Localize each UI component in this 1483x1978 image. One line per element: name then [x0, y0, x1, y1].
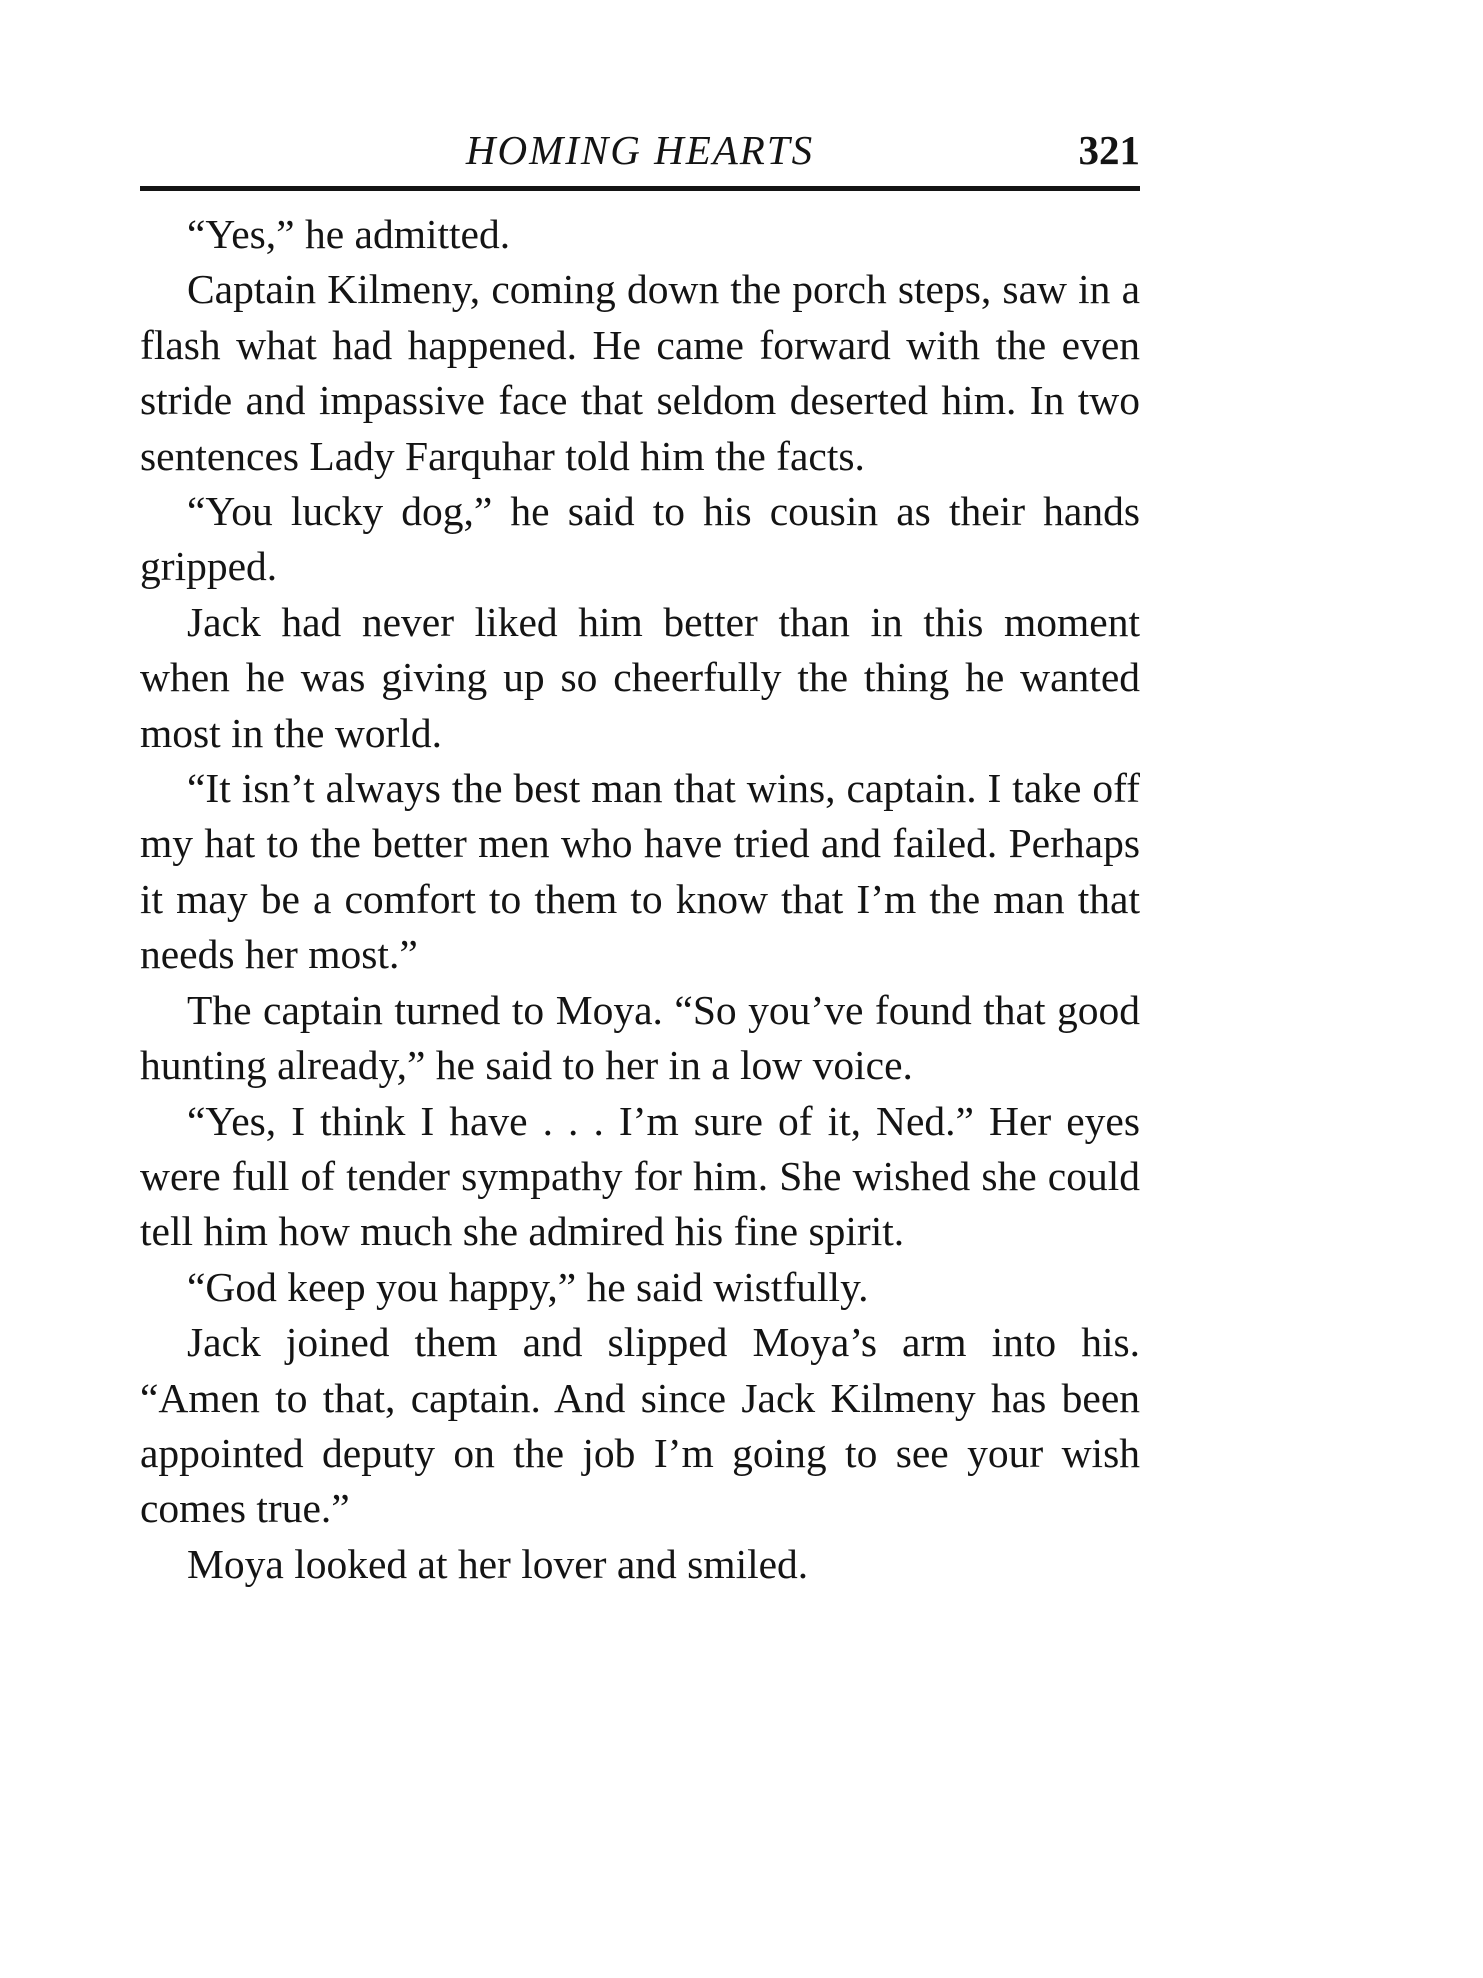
running-header — [140, 120, 1140, 180]
paragraph: “Yes, I think I have . . . I’m sure of it, Ned.” Her eyes were full of tender sympathy for him. She wished she could tell him how much she admired his fine spirit. — [140, 1097, 1140, 1255]
paragraph: The captain turned to Moya. “So you’ve found that good hunting already,” he said to her in a low voice. — [140, 986, 1140, 1089]
body-text — [140, 207, 1140, 1592]
running-title: HOMING HEARTS — [465, 127, 815, 173]
page-number: 321 — [1078, 127, 1140, 173]
paragraph: “You lucky dog,” he said to his cousin as their hands gripped. — [140, 488, 1140, 590]
header-rule — [140, 186, 1140, 191]
paragraph: “God keep you happy,” he said wistfully. — [187, 1263, 869, 1310]
paragraph: Jack had never liked him better than in this moment when he was giving up so cheerfully the thing he wanted most in the world. — [140, 598, 1140, 756]
paragraph: “Yes,” he admitted. — [187, 211, 511, 257]
paragraph: “It isn’t always the best man that wins, captain. I take off my hat to the better men who have tried and failed. Perhaps it may be a comfort to them to know that I’m the man that needs her most.” — [140, 765, 1140, 978]
paragraph: Jack joined them and slipped Moya’s arm into his. “Amen to that, captain. And since Jack Kilmeny has been appointed deputy on the job I’m going to see your wish comes true.” — [140, 1319, 1140, 1532]
paragraph: Moya looked at her lover and smiled. — [187, 1540, 809, 1587]
paragraph: Captain Kilmeny, coming down the porch steps, saw in a flash what had happened. He came forward with the even stride and impassive face that seldom deserted him. In two sentences Lady Farquhar told him the facts. — [140, 266, 1140, 479]
